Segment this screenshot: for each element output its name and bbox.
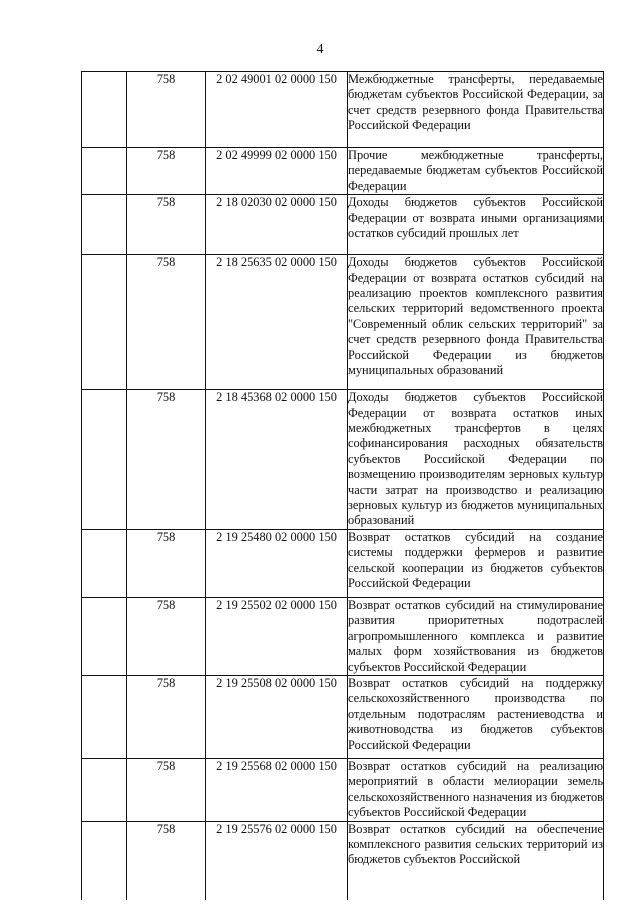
blank-cell xyxy=(82,148,127,195)
budget-code-cell: 2 18 25635 02 0000 150 xyxy=(206,255,348,390)
blank-cell xyxy=(82,390,127,530)
table-row xyxy=(82,675,604,758)
blank-cell xyxy=(82,821,127,900)
revenue-name-cell: Возврат остатков субсидий на стимулирование развития приоритетных подотраслей агропромышленного комплекса и развитие малых форм хозяйствования из бюджетов субъектов Российской Федерации xyxy=(348,597,603,674)
budget-code-cell: 2 19 25480 02 0000 150 xyxy=(206,529,348,597)
admin-code-cell: 758 xyxy=(127,72,206,148)
revenue-name-cell: Возврат остатков субсидий на реализацию мероприятий в области мелиорации земель сельскохозяйственного назначения из бюджетов субъектов Российской Федерации xyxy=(348,758,603,820)
revenue-name-cell: Межбюджетные трансферты, передаваемые бюджетам субъектов Российской Федерации, за счет средств резервного фонда Правительства Российской Федерации xyxy=(348,72,604,148)
admin-code-cell: 758 xyxy=(127,195,206,255)
budget-code-cell: 2 19 25568 02 0000 150 xyxy=(206,758,348,821)
table-row xyxy=(82,821,604,900)
revenue-name-cell: Доходы бюджетов субъектов Российской Федерации от возврата иными организациями остатков субсидий прошлых лет xyxy=(348,195,604,255)
revenue-name-cell: Доходы бюджетов субъектов Российской Федерации от возврата остатков субсидий на реализацию проектов комплексного развития сельских территорий ведомственного проекта "Современный облик сельских территорий" за счет средств резервного фонда Правительства Российской Федерации из бюджетов муниципальных образований xyxy=(348,255,604,390)
admin-code-cell: 758 xyxy=(127,597,206,675)
admin-code-cell: 758 xyxy=(127,148,206,195)
blank-cell xyxy=(82,597,127,675)
admin-code-cell: 758 xyxy=(127,758,206,821)
table-row xyxy=(82,255,604,390)
revenue-name-cell: Возврат остатков субсидий на обеспечение комплексного развития сельских территорий из бюджетов субъектов Российской xyxy=(348,821,604,900)
revenue-name-cell: Возврат остатков субсидий на создание системы поддержки фермеров и развитие сельской кооперации из бюджетов субъектов Российской Федерации xyxy=(348,529,604,597)
table-row xyxy=(82,529,604,597)
admin-code-cell: 758 xyxy=(127,529,206,597)
revenue-name-cell: Возврат остатков субсидий на поддержку сельскохозяйственного производства по отдельным подотраслям растениеводства и животноводства из бюджетов субъектов Российской Федерации xyxy=(348,675,604,758)
admin-code-cell: 758 xyxy=(127,255,206,390)
admin-code-cell: 758 xyxy=(127,390,206,530)
revenue-name-cell: Прочие межбюджетные трансферты, передаваемые бюджетам субъектов Российской Федерации xyxy=(348,148,603,193)
revenue-name-cell: Доходы бюджетов субъектов Российской Федерации от возврата остатков иных межбюджетных трансфертов в целях софинансирования расходных обязательств субъектов Российской Федерации по возмещению производителям зерновых культур части затрат на производство и реализацию зерновых культур из бюджетов муниципальных образований xyxy=(348,390,603,528)
table-row xyxy=(82,148,604,195)
blank-cell xyxy=(82,529,127,597)
blank-cell xyxy=(82,675,127,758)
page-number: 4 xyxy=(316,42,324,57)
budget-code-cell: 2 02 49001 02 0000 150 xyxy=(206,72,348,148)
blank-cell xyxy=(82,72,127,148)
blank-cell xyxy=(82,255,127,390)
blank-cell xyxy=(82,195,127,255)
budget-code-cell: 2 18 02030 02 0000 150 xyxy=(206,195,348,255)
budget-code-cell: 2 19 25502 02 0000 150 xyxy=(206,597,348,675)
budget-code-cell: 2 19 25576 02 0000 150 xyxy=(206,821,348,900)
table-row xyxy=(82,390,604,530)
table-row xyxy=(82,597,604,675)
admin-code-cell: 758 xyxy=(127,675,206,758)
budget-code-cell: 2 18 45368 02 0000 150 xyxy=(206,390,348,530)
table-row xyxy=(82,758,604,821)
revenue-codes-table xyxy=(81,71,604,900)
admin-code-cell: 758 xyxy=(127,821,206,900)
budget-code-cell: 2 19 25508 02 0000 150 xyxy=(206,675,348,758)
blank-cell xyxy=(82,758,127,821)
table-row xyxy=(82,195,604,255)
table-row xyxy=(82,72,604,148)
budget-code-cell: 2 02 49999 02 0000 150 xyxy=(206,148,348,195)
